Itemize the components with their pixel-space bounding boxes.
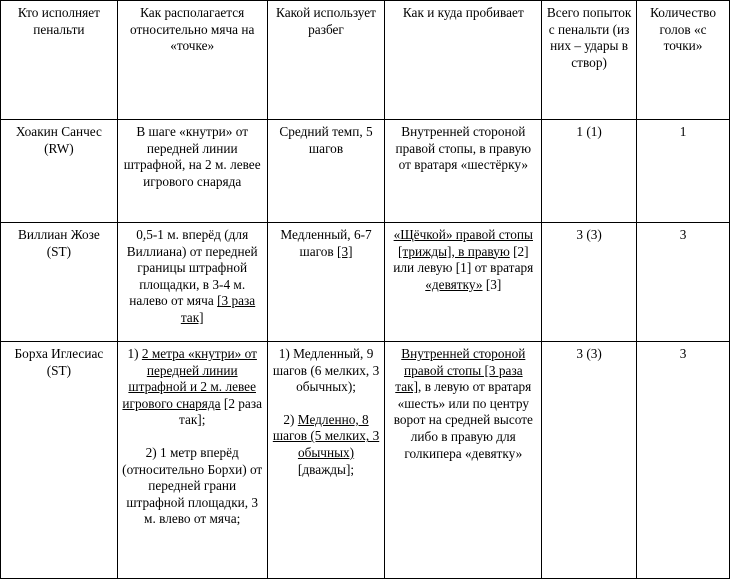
header-cell: Количество голов «с точки» <box>637 1 730 120</box>
attempts-cell: 1 (1) <box>542 120 637 223</box>
position-cell <box>117 223 267 342</box>
header-cell: Как и куда пробивает <box>385 1 542 120</box>
runup-cell: Средний темп, 5 шагов <box>267 120 385 223</box>
shot-text-underlined: «Щёчкой» правой стопы [трижды], в правую <box>393 227 533 259</box>
position-option-1 <box>122 346 263 429</box>
shot-text-underlined: Внутренней стороной правой стопы [3 раза так] <box>395 346 526 395</box>
goals-cell: 3 <box>637 342 730 579</box>
position-text-underlined: 2 метра «кнутри» от передней линии штрафной и 2 м. левее игрового снаряда <box>122 346 257 411</box>
runup-cell <box>267 223 385 342</box>
position-note: [2 раза так]; <box>178 395 262 428</box>
position-option-2: 2) 1 метр вперёд (относительно Борхи) от передней грани штрафной площадки, 3 м. влево от мяча; <box>122 444 263 527</box>
runup-note: [3] <box>337 243 353 259</box>
runup-option-1: 1) Медленный, 9 шагов (6 мелких, 3 обычных); <box>272 346 380 395</box>
header-cell: Какой использует разбег <box>267 1 385 120</box>
shot-text: , в левую от вратаря «шесть» или по центру ворот на средней высоте либо в правую для голкипера «девятку» <box>393 379 533 461</box>
shot-text-underlined: «девятку» <box>425 276 483 292</box>
position-cell: В шаге «кнутри» от передней линии штрафной, на 2 м. левее игрового снаряда <box>117 120 267 223</box>
player-cell: Хоакин Санчес (RW) <box>1 120 118 223</box>
shot-cell <box>385 342 542 579</box>
table-row <box>1 120 730 223</box>
runup-text-underlined: Медленно, 8 шагов (5 мелких, 3 обычных) <box>272 411 380 460</box>
position-note: [3 раза так] <box>180 293 256 325</box>
runup-text: Медленный, 6-7 шагов <box>280 227 372 259</box>
runup-cell <box>267 342 385 579</box>
player-cell: Виллиан Жозе (ST) <box>1 223 118 342</box>
goals-cell: 3 <box>637 223 730 342</box>
option-number: 2) <box>283 411 298 427</box>
shot-text: [2] или левую [1] от вратаря <box>393 243 534 276</box>
shot-text: [3] <box>482 276 502 292</box>
table-row <box>1 342 730 579</box>
option-number: 1) <box>127 346 142 361</box>
runup-option-2 <box>272 412 381 478</box>
runup-note: [дважды]; <box>297 461 355 477</box>
attempts-cell: 3 (3) <box>542 223 637 342</box>
position-text: 0,5-1 м. вперёд (для Виллиана) от передней границы штрафной площадки, в 3-4 м. налево от мяча <box>126 227 258 309</box>
goals-cell: 1 <box>637 120 730 223</box>
player-cell: Борха Иглесиас (ST) <box>1 342 118 579</box>
header-row <box>1 1 730 120</box>
header-cell: Кто исполняет пенальти <box>1 1 118 120</box>
table-row <box>1 223 730 342</box>
header-cell: Всего попыток с пенальти (из них – удары в створ) <box>542 1 637 120</box>
shot-cell <box>385 223 542 342</box>
shot-cell: Внутренней стороной правой стопы, в правую от вратаря «шестёрку» <box>385 120 542 223</box>
attempts-cell: 3 (3) <box>542 342 637 579</box>
header-cell: Как располагается относительно мяча на «точке» <box>117 1 267 120</box>
position-cell <box>117 342 267 579</box>
